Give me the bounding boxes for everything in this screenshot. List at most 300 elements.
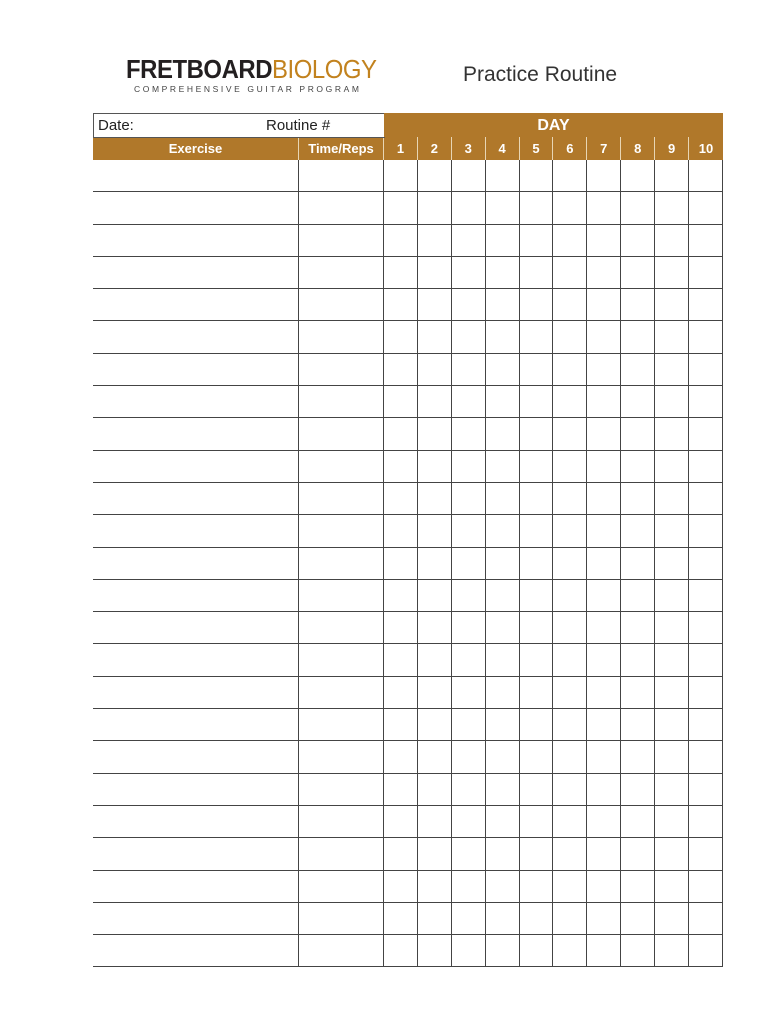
- day-4-checkbox-cell[interactable]: [486, 192, 520, 223]
- day-10-checkbox-cell[interactable]: [689, 321, 723, 352]
- day-1-checkbox-cell[interactable]: [384, 515, 418, 546]
- day-7-checkbox-cell[interactable]: [587, 289, 621, 320]
- day-5-checkbox-cell[interactable]: [520, 160, 554, 191]
- day-8-checkbox-cell[interactable]: [621, 548, 655, 579]
- day-7-checkbox-cell[interactable]: [587, 257, 621, 288]
- day-10-checkbox-cell[interactable]: [689, 451, 723, 482]
- day-4-checkbox-cell[interactable]: [486, 741, 520, 772]
- day-9-checkbox-cell[interactable]: [655, 386, 689, 417]
- day-10-checkbox-cell[interactable]: [689, 386, 723, 417]
- day-3-checkbox-cell[interactable]: [452, 289, 486, 320]
- day-9-checkbox-cell[interactable]: [655, 806, 689, 837]
- day-7-checkbox-cell[interactable]: [587, 386, 621, 417]
- day-6-checkbox-cell[interactable]: [553, 774, 587, 805]
- day-8-checkbox-cell[interactable]: [621, 903, 655, 934]
- day-5-checkbox-cell[interactable]: [520, 644, 554, 675]
- day-3-checkbox-cell[interactable]: [452, 580, 486, 611]
- day-3-checkbox-cell[interactable]: [452, 903, 486, 934]
- day-9-checkbox-cell[interactable]: [655, 354, 689, 385]
- day-4-checkbox-cell[interactable]: [486, 321, 520, 352]
- day-2-checkbox-cell[interactable]: [418, 418, 452, 449]
- day-4-checkbox-cell[interactable]: [486, 515, 520, 546]
- day-6-checkbox-cell[interactable]: [553, 515, 587, 546]
- exercise-cell[interactable]: [93, 515, 299, 546]
- day-5-checkbox-cell[interactable]: [520, 871, 554, 902]
- exercise-cell[interactable]: [93, 903, 299, 934]
- day-1-checkbox-cell[interactable]: [384, 903, 418, 934]
- day-5-checkbox-cell[interactable]: [520, 903, 554, 934]
- day-1-checkbox-cell[interactable]: [384, 806, 418, 837]
- day-1-checkbox-cell[interactable]: [384, 935, 418, 966]
- day-10-checkbox-cell[interactable]: [689, 677, 723, 708]
- day-8-checkbox-cell[interactable]: [621, 257, 655, 288]
- day-9-checkbox-cell[interactable]: [655, 612, 689, 643]
- day-6-checkbox-cell[interactable]: [553, 644, 587, 675]
- day-9-checkbox-cell[interactable]: [655, 774, 689, 805]
- day-6-checkbox-cell[interactable]: [553, 225, 587, 256]
- day-3-checkbox-cell[interactable]: [452, 548, 486, 579]
- day-7-checkbox-cell[interactable]: [587, 709, 621, 740]
- day-6-checkbox-cell[interactable]: [553, 580, 587, 611]
- day-7-checkbox-cell[interactable]: [587, 774, 621, 805]
- day-2-checkbox-cell[interactable]: [418, 451, 452, 482]
- day-1-checkbox-cell[interactable]: [384, 225, 418, 256]
- day-8-checkbox-cell[interactable]: [621, 871, 655, 902]
- time-reps-cell[interactable]: [299, 709, 384, 740]
- day-7-checkbox-cell[interactable]: [587, 871, 621, 902]
- day-10-checkbox-cell[interactable]: [689, 935, 723, 966]
- exercise-cell[interactable]: [93, 483, 299, 514]
- day-9-checkbox-cell[interactable]: [655, 580, 689, 611]
- time-reps-cell[interactable]: [299, 871, 384, 902]
- day-10-checkbox-cell[interactable]: [689, 644, 723, 675]
- day-7-checkbox-cell[interactable]: [587, 321, 621, 352]
- day-3-checkbox-cell[interactable]: [452, 354, 486, 385]
- day-8-checkbox-cell[interactable]: [621, 709, 655, 740]
- time-reps-cell[interactable]: [299, 160, 384, 191]
- day-1-checkbox-cell[interactable]: [384, 644, 418, 675]
- day-3-checkbox-cell[interactable]: [452, 935, 486, 966]
- day-4-checkbox-cell[interactable]: [486, 806, 520, 837]
- day-1-checkbox-cell[interactable]: [384, 709, 418, 740]
- day-3-checkbox-cell[interactable]: [452, 774, 486, 805]
- time-reps-cell[interactable]: [299, 677, 384, 708]
- day-2-checkbox-cell[interactable]: [418, 321, 452, 352]
- day-5-checkbox-cell[interactable]: [520, 418, 554, 449]
- day-6-checkbox-cell[interactable]: [553, 612, 587, 643]
- time-reps-cell[interactable]: [299, 548, 384, 579]
- day-10-checkbox-cell[interactable]: [689, 709, 723, 740]
- day-5-checkbox-cell[interactable]: [520, 838, 554, 869]
- day-6-checkbox-cell[interactable]: [553, 677, 587, 708]
- day-10-checkbox-cell[interactable]: [689, 612, 723, 643]
- day-2-checkbox-cell[interactable]: [418, 354, 452, 385]
- day-2-checkbox-cell[interactable]: [418, 677, 452, 708]
- day-10-checkbox-cell[interactable]: [689, 548, 723, 579]
- exercise-cell[interactable]: [93, 871, 299, 902]
- day-8-checkbox-cell[interactable]: [621, 838, 655, 869]
- day-7-checkbox-cell[interactable]: [587, 160, 621, 191]
- day-2-checkbox-cell[interactable]: [418, 903, 452, 934]
- day-7-checkbox-cell[interactable]: [587, 677, 621, 708]
- day-7-checkbox-cell[interactable]: [587, 451, 621, 482]
- day-7-checkbox-cell[interactable]: [587, 548, 621, 579]
- time-reps-cell[interactable]: [299, 257, 384, 288]
- day-9-checkbox-cell[interactable]: [655, 321, 689, 352]
- day-1-checkbox-cell[interactable]: [384, 871, 418, 902]
- day-1-checkbox-cell[interactable]: [384, 289, 418, 320]
- day-5-checkbox-cell[interactable]: [520, 709, 554, 740]
- day-8-checkbox-cell[interactable]: [621, 386, 655, 417]
- day-7-checkbox-cell[interactable]: [587, 903, 621, 934]
- day-7-checkbox-cell[interactable]: [587, 935, 621, 966]
- exercise-cell[interactable]: [93, 192, 299, 223]
- day-8-checkbox-cell[interactable]: [621, 935, 655, 966]
- time-reps-cell[interactable]: [299, 225, 384, 256]
- day-6-checkbox-cell[interactable]: [553, 160, 587, 191]
- day-2-checkbox-cell[interactable]: [418, 709, 452, 740]
- day-2-checkbox-cell[interactable]: [418, 192, 452, 223]
- day-3-checkbox-cell[interactable]: [452, 160, 486, 191]
- day-8-checkbox-cell[interactable]: [621, 677, 655, 708]
- exercise-cell[interactable]: [93, 354, 299, 385]
- time-reps-cell[interactable]: [299, 451, 384, 482]
- day-10-checkbox-cell[interactable]: [689, 774, 723, 805]
- day-5-checkbox-cell[interactable]: [520, 289, 554, 320]
- time-reps-cell[interactable]: [299, 515, 384, 546]
- day-1-checkbox-cell[interactable]: [384, 257, 418, 288]
- day-5-checkbox-cell[interactable]: [520, 741, 554, 772]
- time-reps-cell[interactable]: [299, 741, 384, 772]
- day-7-checkbox-cell[interactable]: [587, 225, 621, 256]
- day-1-checkbox-cell[interactable]: [384, 451, 418, 482]
- day-8-checkbox-cell[interactable]: [621, 225, 655, 256]
- time-reps-cell[interactable]: [299, 289, 384, 320]
- day-4-checkbox-cell[interactable]: [486, 354, 520, 385]
- day-3-checkbox-cell[interactable]: [452, 515, 486, 546]
- day-7-checkbox-cell[interactable]: [587, 515, 621, 546]
- exercise-cell[interactable]: [93, 321, 299, 352]
- day-9-checkbox-cell[interactable]: [655, 515, 689, 546]
- day-1-checkbox-cell[interactable]: [384, 612, 418, 643]
- day-3-checkbox-cell[interactable]: [452, 612, 486, 643]
- day-6-checkbox-cell[interactable]: [553, 935, 587, 966]
- day-5-checkbox-cell[interactable]: [520, 225, 554, 256]
- day-1-checkbox-cell[interactable]: [384, 580, 418, 611]
- day-5-checkbox-cell[interactable]: [520, 451, 554, 482]
- day-6-checkbox-cell[interactable]: [553, 871, 587, 902]
- day-9-checkbox-cell[interactable]: [655, 903, 689, 934]
- day-4-checkbox-cell[interactable]: [486, 871, 520, 902]
- day-2-checkbox-cell[interactable]: [418, 612, 452, 643]
- day-5-checkbox-cell[interactable]: [520, 515, 554, 546]
- day-1-checkbox-cell[interactable]: [384, 774, 418, 805]
- day-2-checkbox-cell[interactable]: [418, 386, 452, 417]
- day-4-checkbox-cell[interactable]: [486, 160, 520, 191]
- day-9-checkbox-cell[interactable]: [655, 451, 689, 482]
- day-5-checkbox-cell[interactable]: [520, 483, 554, 514]
- day-7-checkbox-cell[interactable]: [587, 741, 621, 772]
- exercise-cell[interactable]: [93, 386, 299, 417]
- day-3-checkbox-cell[interactable]: [452, 418, 486, 449]
- day-3-checkbox-cell[interactable]: [452, 709, 486, 740]
- day-8-checkbox-cell[interactable]: [621, 741, 655, 772]
- day-7-checkbox-cell[interactable]: [587, 838, 621, 869]
- day-6-checkbox-cell[interactable]: [553, 806, 587, 837]
- day-2-checkbox-cell[interactable]: [418, 871, 452, 902]
- day-2-checkbox-cell[interactable]: [418, 774, 452, 805]
- exercise-cell[interactable]: [93, 548, 299, 579]
- exercise-cell[interactable]: [93, 289, 299, 320]
- day-3-checkbox-cell[interactable]: [452, 644, 486, 675]
- day-4-checkbox-cell[interactable]: [486, 677, 520, 708]
- day-7-checkbox-cell[interactable]: [587, 612, 621, 643]
- routine-info-cell[interactable]: [93, 113, 385, 138]
- day-3-checkbox-cell[interactable]: [452, 192, 486, 223]
- day-5-checkbox-cell[interactable]: [520, 774, 554, 805]
- day-10-checkbox-cell[interactable]: [689, 354, 723, 385]
- day-7-checkbox-cell[interactable]: [587, 580, 621, 611]
- day-4-checkbox-cell[interactable]: [486, 838, 520, 869]
- day-8-checkbox-cell[interactable]: [621, 774, 655, 805]
- day-4-checkbox-cell[interactable]: [486, 644, 520, 675]
- exercise-cell[interactable]: [93, 644, 299, 675]
- day-9-checkbox-cell[interactable]: [655, 709, 689, 740]
- day-9-checkbox-cell[interactable]: [655, 225, 689, 256]
- time-reps-cell[interactable]: [299, 644, 384, 675]
- day-8-checkbox-cell[interactable]: [621, 644, 655, 675]
- time-reps-cell[interactable]: [299, 612, 384, 643]
- day-4-checkbox-cell[interactable]: [486, 612, 520, 643]
- day-3-checkbox-cell[interactable]: [452, 838, 486, 869]
- day-6-checkbox-cell[interactable]: [553, 321, 587, 352]
- day-6-checkbox-cell[interactable]: [553, 709, 587, 740]
- day-5-checkbox-cell[interactable]: [520, 548, 554, 579]
- time-reps-cell[interactable]: [299, 321, 384, 352]
- exercise-cell[interactable]: [93, 257, 299, 288]
- day-2-checkbox-cell[interactable]: [418, 515, 452, 546]
- day-6-checkbox-cell[interactable]: [553, 386, 587, 417]
- day-10-checkbox-cell[interactable]: [689, 225, 723, 256]
- day-9-checkbox-cell[interactable]: [655, 289, 689, 320]
- day-2-checkbox-cell[interactable]: [418, 160, 452, 191]
- day-5-checkbox-cell[interactable]: [520, 935, 554, 966]
- day-6-checkbox-cell[interactable]: [553, 418, 587, 449]
- day-8-checkbox-cell[interactable]: [621, 418, 655, 449]
- day-5-checkbox-cell[interactable]: [520, 354, 554, 385]
- day-8-checkbox-cell[interactable]: [621, 612, 655, 643]
- day-5-checkbox-cell[interactable]: [520, 612, 554, 643]
- day-2-checkbox-cell[interactable]: [418, 838, 452, 869]
- day-9-checkbox-cell[interactable]: [655, 548, 689, 579]
- day-3-checkbox-cell[interactable]: [452, 871, 486, 902]
- exercise-cell[interactable]: [93, 741, 299, 772]
- exercise-cell[interactable]: [93, 418, 299, 449]
- day-2-checkbox-cell[interactable]: [418, 257, 452, 288]
- day-6-checkbox-cell[interactable]: [553, 483, 587, 514]
- day-10-checkbox-cell[interactable]: [689, 192, 723, 223]
- day-1-checkbox-cell[interactable]: [384, 354, 418, 385]
- exercise-cell[interactable]: [93, 709, 299, 740]
- day-7-checkbox-cell[interactable]: [587, 418, 621, 449]
- time-reps-cell[interactable]: [299, 903, 384, 934]
- day-6-checkbox-cell[interactable]: [553, 289, 587, 320]
- day-10-checkbox-cell[interactable]: [689, 741, 723, 772]
- day-3-checkbox-cell[interactable]: [452, 806, 486, 837]
- day-9-checkbox-cell[interactable]: [655, 871, 689, 902]
- day-2-checkbox-cell[interactable]: [418, 483, 452, 514]
- day-5-checkbox-cell[interactable]: [520, 677, 554, 708]
- day-8-checkbox-cell[interactable]: [621, 483, 655, 514]
- day-4-checkbox-cell[interactable]: [486, 580, 520, 611]
- day-7-checkbox-cell[interactable]: [587, 483, 621, 514]
- day-7-checkbox-cell[interactable]: [587, 354, 621, 385]
- exercise-cell[interactable]: [93, 580, 299, 611]
- day-1-checkbox-cell[interactable]: [384, 418, 418, 449]
- day-10-checkbox-cell[interactable]: [689, 160, 723, 191]
- exercise-cell[interactable]: [93, 774, 299, 805]
- exercise-cell[interactable]: [93, 806, 299, 837]
- day-4-checkbox-cell[interactable]: [486, 774, 520, 805]
- day-3-checkbox-cell[interactable]: [452, 225, 486, 256]
- day-1-checkbox-cell[interactable]: [384, 160, 418, 191]
- day-8-checkbox-cell[interactable]: [621, 192, 655, 223]
- day-2-checkbox-cell[interactable]: [418, 644, 452, 675]
- day-4-checkbox-cell[interactable]: [486, 257, 520, 288]
- day-8-checkbox-cell[interactable]: [621, 451, 655, 482]
- day-3-checkbox-cell[interactable]: [452, 451, 486, 482]
- day-10-checkbox-cell[interactable]: [689, 483, 723, 514]
- day-8-checkbox-cell[interactable]: [621, 321, 655, 352]
- day-10-checkbox-cell[interactable]: [689, 580, 723, 611]
- day-7-checkbox-cell[interactable]: [587, 644, 621, 675]
- day-10-checkbox-cell[interactable]: [689, 418, 723, 449]
- day-3-checkbox-cell[interactable]: [452, 386, 486, 417]
- day-4-checkbox-cell[interactable]: [486, 289, 520, 320]
- day-4-checkbox-cell[interactable]: [486, 935, 520, 966]
- day-10-checkbox-cell[interactable]: [689, 257, 723, 288]
- day-1-checkbox-cell[interactable]: [384, 741, 418, 772]
- day-4-checkbox-cell[interactable]: [486, 386, 520, 417]
- day-1-checkbox-cell[interactable]: [384, 483, 418, 514]
- day-9-checkbox-cell[interactable]: [655, 257, 689, 288]
- day-9-checkbox-cell[interactable]: [655, 741, 689, 772]
- day-4-checkbox-cell[interactable]: [486, 709, 520, 740]
- day-1-checkbox-cell[interactable]: [384, 321, 418, 352]
- time-reps-cell[interactable]: [299, 806, 384, 837]
- day-9-checkbox-cell[interactable]: [655, 483, 689, 514]
- day-6-checkbox-cell[interactable]: [553, 838, 587, 869]
- day-5-checkbox-cell[interactable]: [520, 257, 554, 288]
- exercise-cell[interactable]: [93, 451, 299, 482]
- time-reps-cell[interactable]: [299, 386, 384, 417]
- day-1-checkbox-cell[interactable]: [384, 677, 418, 708]
- day-9-checkbox-cell[interactable]: [655, 644, 689, 675]
- day-9-checkbox-cell[interactable]: [655, 677, 689, 708]
- day-2-checkbox-cell[interactable]: [418, 225, 452, 256]
- day-10-checkbox-cell[interactable]: [689, 838, 723, 869]
- day-3-checkbox-cell[interactable]: [452, 677, 486, 708]
- day-8-checkbox-cell[interactable]: [621, 580, 655, 611]
- day-6-checkbox-cell[interactable]: [553, 903, 587, 934]
- day-3-checkbox-cell[interactable]: [452, 741, 486, 772]
- day-2-checkbox-cell[interactable]: [418, 289, 452, 320]
- exercise-cell[interactable]: [93, 160, 299, 191]
- day-5-checkbox-cell[interactable]: [520, 321, 554, 352]
- day-4-checkbox-cell[interactable]: [486, 418, 520, 449]
- day-6-checkbox-cell[interactable]: [553, 451, 587, 482]
- day-9-checkbox-cell[interactable]: [655, 192, 689, 223]
- day-9-checkbox-cell[interactable]: [655, 838, 689, 869]
- day-7-checkbox-cell[interactable]: [587, 192, 621, 223]
- day-2-checkbox-cell[interactable]: [418, 935, 452, 966]
- day-4-checkbox-cell[interactable]: [486, 903, 520, 934]
- day-10-checkbox-cell[interactable]: [689, 871, 723, 902]
- time-reps-cell[interactable]: [299, 354, 384, 385]
- day-8-checkbox-cell[interactable]: [621, 354, 655, 385]
- day-9-checkbox-cell[interactable]: [655, 935, 689, 966]
- day-1-checkbox-cell[interactable]: [384, 192, 418, 223]
- time-reps-cell[interactable]: [299, 935, 384, 966]
- day-10-checkbox-cell[interactable]: [689, 903, 723, 934]
- day-8-checkbox-cell[interactable]: [621, 289, 655, 320]
- day-10-checkbox-cell[interactable]: [689, 515, 723, 546]
- time-reps-cell[interactable]: [299, 774, 384, 805]
- day-6-checkbox-cell[interactable]: [553, 548, 587, 579]
- day-9-checkbox-cell[interactable]: [655, 160, 689, 191]
- day-6-checkbox-cell[interactable]: [553, 192, 587, 223]
- exercise-cell[interactable]: [93, 935, 299, 966]
- day-6-checkbox-cell[interactable]: [553, 354, 587, 385]
- day-2-checkbox-cell[interactable]: [418, 580, 452, 611]
- time-reps-cell[interactable]: [299, 483, 384, 514]
- day-4-checkbox-cell[interactable]: [486, 548, 520, 579]
- day-2-checkbox-cell[interactable]: [418, 548, 452, 579]
- time-reps-cell[interactable]: [299, 418, 384, 449]
- exercise-cell[interactable]: [93, 838, 299, 869]
- day-5-checkbox-cell[interactable]: [520, 806, 554, 837]
- day-6-checkbox-cell[interactable]: [553, 257, 587, 288]
- day-4-checkbox-cell[interactable]: [486, 483, 520, 514]
- day-5-checkbox-cell[interactable]: [520, 192, 554, 223]
- day-5-checkbox-cell[interactable]: [520, 386, 554, 417]
- day-3-checkbox-cell[interactable]: [452, 483, 486, 514]
- time-reps-cell[interactable]: [299, 580, 384, 611]
- day-1-checkbox-cell[interactable]: [384, 838, 418, 869]
- day-8-checkbox-cell[interactable]: [621, 160, 655, 191]
- day-7-checkbox-cell[interactable]: [587, 806, 621, 837]
- day-5-checkbox-cell[interactable]: [520, 580, 554, 611]
- exercise-cell[interactable]: [93, 225, 299, 256]
- day-10-checkbox-cell[interactable]: [689, 806, 723, 837]
- day-1-checkbox-cell[interactable]: [384, 386, 418, 417]
- day-2-checkbox-cell[interactable]: [418, 806, 452, 837]
- day-9-checkbox-cell[interactable]: [655, 418, 689, 449]
- day-3-checkbox-cell[interactable]: [452, 321, 486, 352]
- day-8-checkbox-cell[interactable]: [621, 806, 655, 837]
- day-6-checkbox-cell[interactable]: [553, 741, 587, 772]
- day-8-checkbox-cell[interactable]: [621, 515, 655, 546]
- day-3-checkbox-cell[interactable]: [452, 257, 486, 288]
- exercise-cell[interactable]: [93, 677, 299, 708]
- day-10-checkbox-cell[interactable]: [689, 289, 723, 320]
- day-4-checkbox-cell[interactable]: [486, 225, 520, 256]
- day-2-checkbox-cell[interactable]: [418, 741, 452, 772]
- day-4-checkbox-cell[interactable]: [486, 451, 520, 482]
- time-reps-cell[interactable]: [299, 838, 384, 869]
- time-reps-cell[interactable]: [299, 192, 384, 223]
- exercise-cell[interactable]: [93, 612, 299, 643]
